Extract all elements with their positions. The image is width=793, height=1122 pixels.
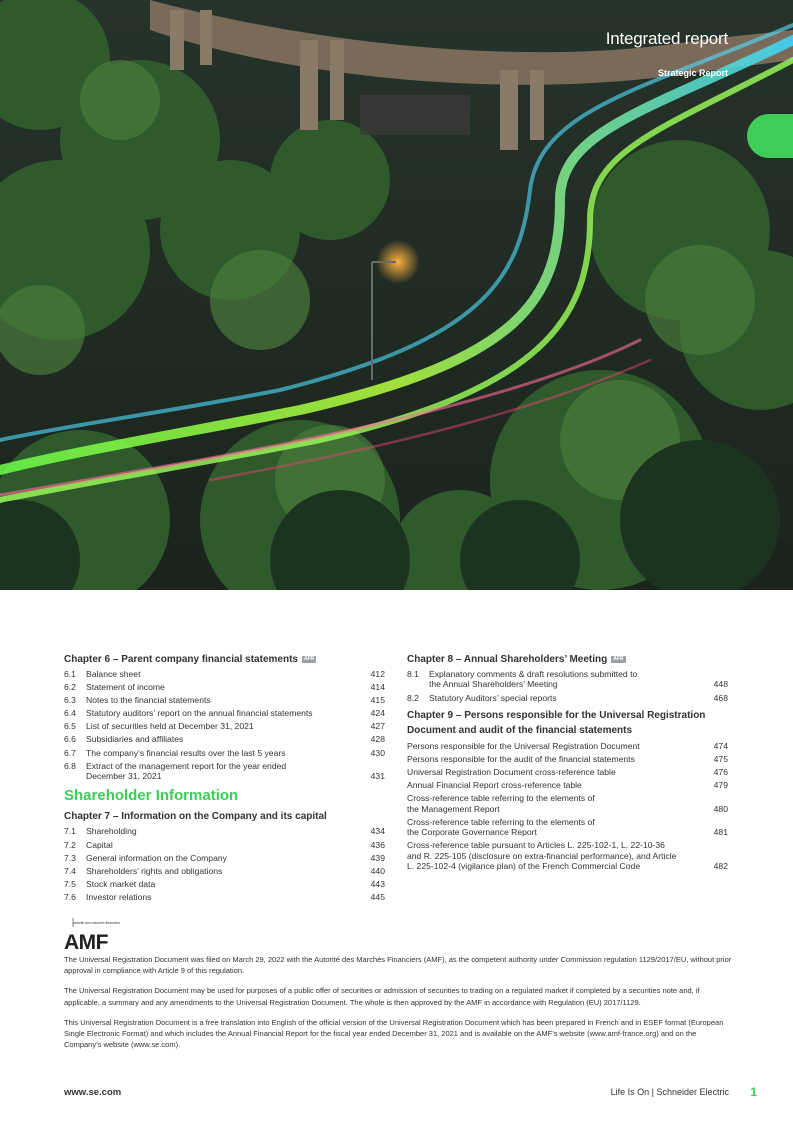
legal-notice xyxy=(64,954,732,1059)
toc-entry[interactable]: 6.2 Statement of income 414 xyxy=(64,682,385,693)
toc-entry[interactable]: 6.1 Balance sheet 412 xyxy=(64,669,385,679)
section-subtitle: Strategic Report xyxy=(657,68,728,78)
toc-left-column xyxy=(64,653,385,905)
legal-paragraph: The Universal Registration Document may be used for purposes of a public offer of securities or admission of securities to trading on a regulated market if completed by a securities note and, if applicable, a summary and any amendments to the Universal Registration Document. The whole is then approved by the AMF in accordance with Regulation (EU) 2017/1129. xyxy=(64,986,700,1007)
toc-entry[interactable]: 7.3 General information on the Company 439 xyxy=(64,852,385,863)
toc-right-column xyxy=(407,653,728,874)
toc-entry[interactable]: 6.4 Statutory auditors’ report on the annual financial statements 424 xyxy=(64,708,385,719)
footer-tagline: Life Is On | Schneider Electric xyxy=(610,1087,729,1097)
toc-entry[interactable]: Cross-reference table referring to the elements of the Management Report 480 xyxy=(407,793,728,814)
legal-paragraph: The Universal Registration Document was filed on March 29, 2022 with the Autorité des Marchés Financiers (AMF), as the competent authority under Commission regulation 1129/2017/EU, without prior approval in compliance with Article 9 of this regulation. xyxy=(64,955,732,976)
toc-entry[interactable]: Persons responsible for the audit of the financial statements 475 xyxy=(407,754,728,764)
section-tab[interactable] xyxy=(747,114,793,158)
toc-entry[interactable]: Annual Financial Report cross-reference table 479 xyxy=(407,780,728,791)
toc-entry[interactable]: 6.8 Extract of the management report for the year ended December 31, 2021 431 xyxy=(64,760,385,782)
toc-entry[interactable]: 7.4 Shareholders’ rights and obligations 440 xyxy=(64,865,385,876)
toc-entry[interactable]: 6.5 List of securities held at December 31, 2021 427 xyxy=(64,721,385,732)
amf-logo-caption: autorité des marchés financiers xyxy=(73,921,121,925)
toc-entry[interactable]: Cross-reference table pursuant to Articles L. 225-102-1, L. 22-10-36 and R. 225-105 (disclosure on extra-financial performance), and Article L. 225-102-4 (vigilance plan) of the French Commercial Code 482 xyxy=(407,840,728,872)
toc-entry[interactable]: Persons responsible for the Universal Registration Document 474 xyxy=(407,740,728,751)
toc-entry[interactable]: 7.2 Capital 436 xyxy=(64,839,385,850)
toc-entry[interactable]: Cross-reference table referring to the elements of the Corporate Governance Report 481 xyxy=(407,816,728,838)
shareholder-information-heading: Shareholder Information xyxy=(64,787,239,805)
chapter-7-heading[interactable]: Chapter 7 – Information on the Company and its capital xyxy=(64,811,327,823)
toc-entry[interactable]: 6.3 Notes to the financial statements 415 xyxy=(64,695,385,706)
toc-entry[interactable]: 6.7 The company’s financial results over the last 5 years 430 xyxy=(64,747,385,758)
legal-paragraph: This Universal Registration Document is a free translation into English of the official version of the Universal Registration Document which has been prepared in French and in ESEF format (European Single Electronic Format) and which includes the Annual Financial Report for the fiscal year ended December 31, 2021 and is available on the AMF’s website (www.amf-france.org) and on the Company’s website (www.se.com). xyxy=(64,1017,724,1050)
toc-entry[interactable]: Universal Registration Document cross-reference table 476 xyxy=(407,767,728,778)
chapter-9-heading[interactable]: Chapter 9 – Persons responsible for the Universal Registration Document and audit of the financial statements xyxy=(407,709,706,736)
footer-website-link[interactable]: www.se.com xyxy=(64,1087,122,1098)
chapter-6-heading[interactable]: Chapter 6 – Parent company financial statements AFR xyxy=(64,654,315,665)
afr-badge: AFR xyxy=(303,655,315,662)
page-number: 1 xyxy=(750,1085,757,1099)
toc-entry[interactable]: 7.5 Stock market data 443 xyxy=(64,878,385,889)
section-title: Integrated report xyxy=(605,29,728,48)
chapter-8-heading[interactable]: Chapter 8 – Annual Shareholders’ Meeting AFR xyxy=(407,654,624,665)
toc-entry[interactable]: 7.1 Shareholding 434 xyxy=(64,826,385,837)
toc-entry[interactable]: 8.1 Explanatory comments & draft resolutions submitted to the Annual Shareholders’ Meeting 448 xyxy=(407,669,728,690)
amf-logo-text: AMF xyxy=(64,931,108,952)
toc-entry[interactable]: 7.6 Investor relations 445 xyxy=(64,891,385,902)
amf-logo xyxy=(64,918,144,952)
toc-entry[interactable]: 8.2 Statutory Auditors’ special reports 468 xyxy=(407,692,728,703)
toc-entry[interactable]: 6.6 Subsidiaries and affiliates 428 xyxy=(64,734,385,745)
afr-badge: AFR xyxy=(613,655,624,662)
